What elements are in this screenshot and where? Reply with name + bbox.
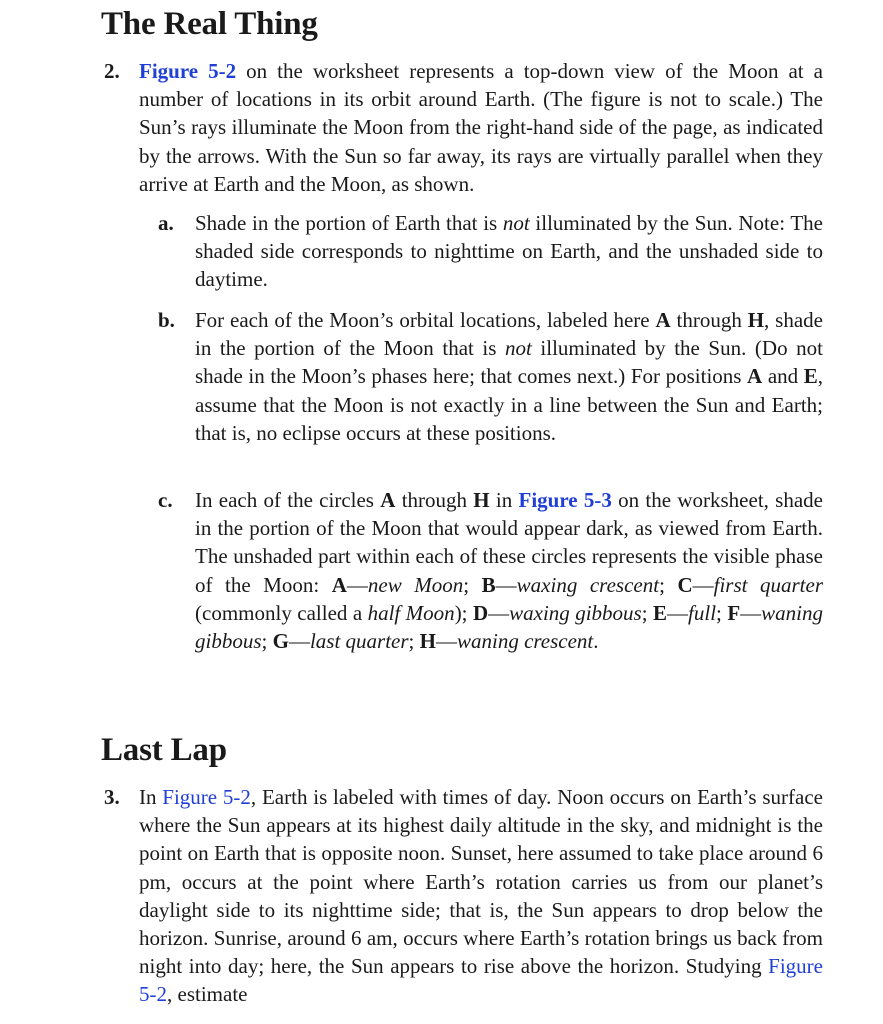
text-run: and xyxy=(762,364,804,389)
text-run: In each of the circles xyxy=(195,488,381,512)
text-run: , estimate xyxy=(167,982,248,1007)
phase-letter: E xyxy=(653,600,668,625)
sub-item-a xyxy=(158,209,823,294)
item-number-3: 3. xyxy=(104,785,120,809)
label-a: A xyxy=(380,488,396,512)
item-2-text xyxy=(139,57,823,198)
phase-letter: B xyxy=(481,572,496,597)
label-e: E xyxy=(803,364,818,389)
label-h: H xyxy=(473,488,490,512)
text-run: For each of the Moon’s orbital locations, labeled here xyxy=(195,308,656,332)
item-2-body: on the worksheet represents a top-down view of the Moon at a number of locations in its orbit around Earth. (The figure is not to scale.) The Sun’s rays illuminate the Moon from the right-hand side of the page, as indicated by the arrows. With the Sun so far away, its rays are virtually parallel when they arrive at Earth and the Moon, as shown. xyxy=(139,59,823,196)
phase-list: A—new Moon; B—waxing crescent; C—first quarter (commonly called a half Moon); D—waxing gibbous; E—full; F—waning gibbous; G—last quarter; H—waning crescent. xyxy=(195,572,823,654)
figure-5-2-link[interactable]: Figure 5-2 xyxy=(139,59,237,83)
item-3-text xyxy=(139,783,823,1009)
half-moon-term: half Moon xyxy=(367,600,455,625)
text-run: through xyxy=(395,488,474,512)
sub-item-b-letter: b. xyxy=(158,308,175,332)
figure-5-3-link[interactable]: Figure 5-3 xyxy=(518,488,612,512)
sub-item-a-text xyxy=(195,209,823,294)
phase-letter: G xyxy=(272,629,289,654)
section-title-last-lap: Last Lap xyxy=(101,732,227,768)
text-run: , Earth is labeled with times of day. Noon occurs on Earth’s surface where the Sun appears at its highest daily altitude in the sky, and midnight is the point on Earth that is opposite noon. Sunset, here assumed to take place around 6 pm, occurs at the point where Earth’s rotation carries us from our planet’s daylight side to its nighttime side; that is, the Sun appears to drop below the horizon. Sunrise, around 6 am, occurs where Earth’s rotation brings us back from night into day; here, the Sun appears to rise above the horizon. Studying xyxy=(139,785,823,979)
label-h: H xyxy=(747,308,765,332)
text-run: in xyxy=(489,488,519,512)
phase-letter: F xyxy=(727,600,741,625)
phase-name: waning crescent xyxy=(456,629,594,654)
text-run: , shade in the portion of the Moon that is xyxy=(195,308,823,361)
figure-5-2-link[interactable]: Figure 5-2 xyxy=(139,954,823,1007)
sub-item-a-letter: a. xyxy=(158,211,174,235)
phase-name: waxing gibbous xyxy=(509,600,642,625)
phase-name: last quarter xyxy=(309,629,409,654)
text-run: illuminated by the Sun. (Do not shade in the Moon’s phases here; that comes next.) For positions xyxy=(195,336,823,389)
text-run: , assume that the Moon is not exactly in a line between the Sun and Earth; that is, no eclipse occurs at these positions. xyxy=(195,364,823,445)
text-run: through xyxy=(670,308,748,332)
item-number-2: 2. xyxy=(104,59,120,83)
figure-5-2-link[interactable]: Figure 5-2 xyxy=(162,785,251,809)
text-run: Shade in the portion of Earth that is xyxy=(195,211,503,235)
phase-name: first quarter xyxy=(713,572,823,597)
sub-item-b-text xyxy=(195,306,823,447)
phase-letter: H xyxy=(419,629,436,654)
phase-letter: A xyxy=(331,572,347,597)
phase-name: waxing crescent xyxy=(516,572,660,597)
phase-letter: C xyxy=(677,572,693,597)
phase-name: new Moon xyxy=(367,572,464,597)
sub-item-c-text xyxy=(195,486,823,655)
text-run: on the worksheet, shade in the portion of the Moon that would appear dark, as viewed from Earth. The unshaded part within each of these circles represents the visible phase of the Moon: xyxy=(195,488,823,597)
phase-name: full xyxy=(688,600,717,625)
text-run: In xyxy=(139,785,163,809)
sub-item-c-letter: c. xyxy=(158,488,173,512)
label-a: A xyxy=(655,308,671,332)
section-title-real-thing: The Real Thing xyxy=(101,6,318,42)
emphasis-not: not xyxy=(502,211,530,235)
phase-name: waning gibbous xyxy=(195,600,823,654)
text-run: illuminated by the Sun. Note: The shaded side corresponds to nighttime on Earth, and the unshaded side to daytime. xyxy=(195,211,823,292)
sub-item-b xyxy=(158,306,823,447)
emphasis-not: not xyxy=(505,336,532,361)
phase-letter: D xyxy=(472,600,489,625)
label-a: A xyxy=(747,364,763,389)
sub-item-c xyxy=(158,486,823,655)
